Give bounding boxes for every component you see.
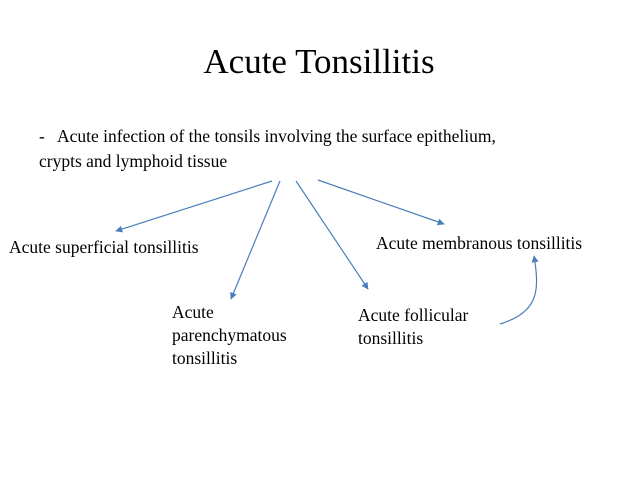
slide-title: Acute Tonsillitis (203, 42, 435, 81)
curved-arrow-follicular-to-membranous (500, 256, 537, 324)
definition-line-1: Acute infection of the tonsils involving the surface epithelium, (57, 126, 496, 146)
node-membranous-line-1: Acute membranous tonsillitis (376, 233, 583, 253)
node-superficial-line-1: Acute superficial tonsillitis (9, 237, 199, 257)
arrow-to-superficial (116, 181, 272, 231)
node-superficial-tonsillitis (9, 236, 199, 259)
node-parenchymatous-line-3: tonsillitis (172, 348, 238, 368)
definition-line-2: crypts and lymphoid tissue (39, 151, 228, 171)
node-parenchymatous-tonsillitis (172, 301, 287, 370)
node-parenchymatous-line-1: Acute (172, 302, 214, 322)
node-membranous-tonsillitis (376, 232, 582, 255)
node-follicular-line-1: Acute follicular (358, 305, 469, 325)
bullet-marker: - (39, 126, 45, 146)
arrow-to-follicular (296, 181, 368, 289)
node-follicular-tonsillitis (358, 304, 468, 350)
node-follicular-line-2: tonsillitis (358, 328, 424, 348)
arrow-to-parenchymatous (231, 181, 280, 299)
arrow-to-membranous (318, 180, 444, 224)
node-parenchymatous-line-2: parenchymatous (172, 325, 287, 345)
